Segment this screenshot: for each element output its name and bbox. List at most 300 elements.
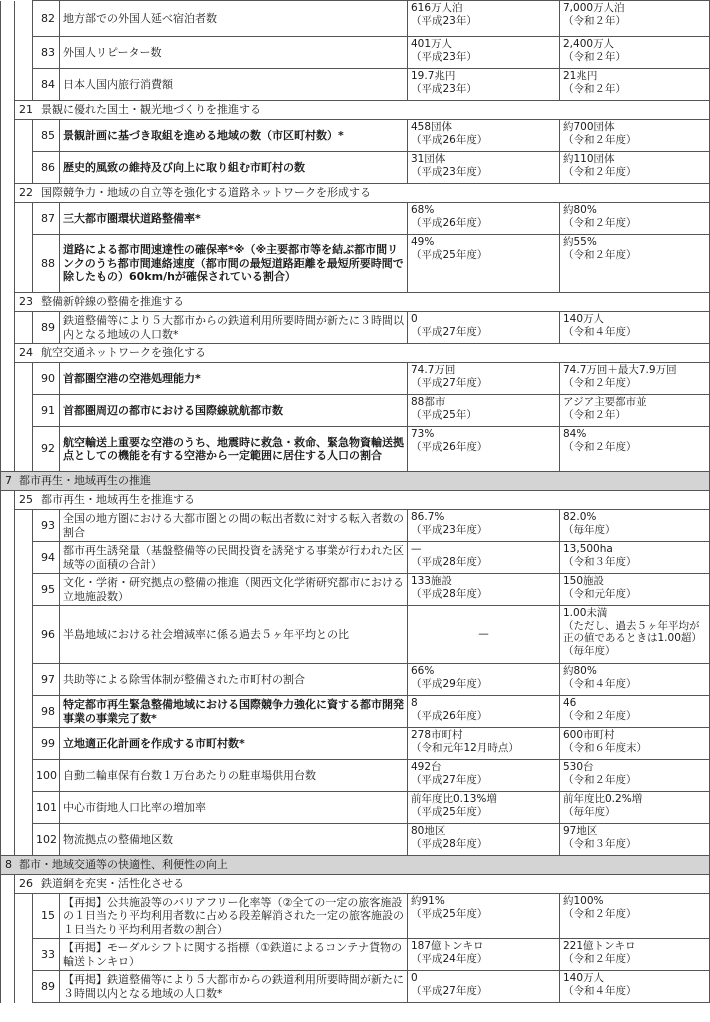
indicator-number: 93 [33,510,60,542]
target-value [560,664,710,696]
indicator-number: 15 [33,894,60,939]
indent-cell [1,101,15,120]
baseline-value [408,760,560,792]
baseline-value-line: （平成28年度） [411,837,488,850]
indicator-row [1,203,710,235]
target-value-line: 84% [563,428,587,440]
indent-cell [15,664,33,696]
subsection-row [1,344,710,363]
target-value-line: 600市町村 [563,729,615,741]
indent-cell [15,69,33,101]
subsection-row [1,293,710,312]
baseline-value-line: 19.7兆円 [411,70,456,82]
baseline-value-line: （平成25年度） [411,248,488,261]
target-value-line: 正の値であるときは1.00超） [563,632,702,644]
indent-cell [1,427,15,472]
baseline-value-line: — [411,543,422,555]
indent-cell [1,510,15,542]
baseline-value-line: （平成26年度） [411,440,488,453]
baseline-value-line: （平成26年度） [411,133,488,146]
baseline-value-line: （平成26年度） [411,216,488,229]
indicator-number: 100 [33,760,60,792]
indicator-name: 歴史的風致の維持及び向上に取り組む市町村の数 [60,152,408,184]
target-value-line: （毎年度） [563,805,616,818]
target-value [560,971,710,1003]
indicator-name: 自動二輪車保有台数１万台あたりの駐車場供用台数 [60,760,408,792]
indent-cell [1,792,15,824]
target-value-line: （令和２年度） [563,376,637,389]
target-value-line: （令和２年） [563,50,626,63]
target-value-line: 46 [563,697,577,709]
baseline-value-line: 133施設 [411,575,453,587]
subsection-heading [15,184,710,203]
baseline-value [408,510,560,542]
target-value-line: （令和６年度末） [563,741,647,754]
section-title: 都市再生・地域再生の推進 [19,474,151,488]
target-value-line: （令和２年度） [563,216,637,229]
indicator-number: 91 [33,395,60,427]
baseline-value [408,203,560,235]
baseline-value-line: （平成27年度） [411,376,488,389]
target-value-line: 530台 [563,761,594,773]
target-value [560,312,710,344]
baseline-value-line: （平成27年度） [411,325,488,338]
indent-cell [15,363,33,395]
subsection-heading [15,491,710,510]
subsection-title: 景観に優れた国土・観光地づくりを推進する [41,103,261,117]
subsection-row [1,491,710,510]
baseline-value-line: （平成24年度） [411,952,488,965]
indicator-row [1,971,710,1003]
indicator-name: 中心市街地人口比率の増加率 [60,792,408,824]
baseline-value [408,37,560,69]
indicator-row [1,664,710,696]
target-value [560,69,710,101]
target-value [560,120,710,152]
target-value-line: （令和２年度） [563,133,637,146]
indent-cell [15,606,33,664]
indicator-row [1,894,710,939]
indicator-number: 33 [33,939,60,971]
indicator-row [1,312,710,344]
target-value-line: 7,000万人泊 [563,2,625,14]
indent-cell [1,971,15,1003]
subsection-title: 国際競争力・地域の自立等を強化する道路ネットワークを形成する [41,186,371,200]
target-value-line: （毎年度） [563,523,616,536]
subsection-number: 23 [19,295,33,309]
target-value-line: 74.7万回＋最大7.9万回 [563,364,677,376]
target-value-line: 150施設 [563,575,605,587]
indent-cell [1,728,15,760]
indicator-number: 102 [33,824,60,856]
target-value [560,37,710,69]
indicator-name: 地方部での外国人延べ宿泊者数 [60,1,408,37]
baseline-value [408,824,560,856]
indent-cell [1,312,15,344]
target-value [560,792,710,824]
indent-cell [15,824,33,856]
target-value [560,152,710,184]
target-value-line: 140万人 [563,972,605,984]
baseline-value [408,152,560,184]
indent-cell [1,69,15,101]
target-value-line: （令和２年） [563,14,626,27]
baseline-value-line: （平成27年度） [411,773,488,786]
section-row [1,472,710,491]
baseline-value-line: 74.7万回 [411,364,456,376]
indicator-name: 【再掲】モーダルシフトに関する指標（①鉄道によるコンテナ貨物の輸送トンキロ） [60,939,408,971]
baseline-value-line: 401万人 [411,38,453,50]
subsection-row [1,875,710,894]
baseline-value-line: 31団体 [411,153,446,165]
target-value-line: 約80% [563,665,597,677]
baseline-value-line: （平成25年度） [411,907,488,920]
indicator-name: 【再掲】公共施設等のバリアフリー化率等（②全ての一定の旅客施設の１日当たり平均利用者数に占める段差解消された一定の旅客施設の１日当たり平均利用者数の割合） [60,894,408,939]
baseline-value-line: 0 [411,972,418,984]
indent-cell [15,427,33,472]
indicator-row [1,120,710,152]
baseline-value-line: （平成27年度） [411,984,488,997]
target-value-line: 約700団体 [563,121,615,133]
indicator-name: 半島地域における社会増減率に係る過去５ヶ年平均との比 [60,606,408,664]
target-value [560,728,710,760]
indicator-row [1,152,710,184]
baseline-value-line: 66% [411,665,435,677]
indent-cell [15,939,33,971]
target-value [560,542,710,574]
indicator-name: 首都圏周辺の都市における国際線就航都市数 [60,395,408,427]
indent-cell [15,696,33,728]
target-value-line: （令和３年度） [563,837,637,850]
indent-cell [15,1,33,37]
indicator-row [1,696,710,728]
indent-cell [1,395,15,427]
target-value-line: 約80% [563,204,597,216]
indicator-name: 特定都市再生緊急整備地域における国際競争力強化に資する都市開発事業の事業完了数* [60,696,408,728]
indicator-name: 景観計画に基づき取組を進める地域の数（市区町村数）* [60,120,408,152]
baseline-value [408,696,560,728]
baseline-value [408,395,560,427]
target-value-line: 約110団体 [563,153,615,165]
baseline-value-line: （平成23年度） [411,523,488,536]
target-value [560,235,710,293]
subsection-title: 鉄道網を充実・活性化させる [41,877,184,891]
baseline-value-line: 458団体 [411,121,453,133]
indicator-number: 89 [33,971,60,1003]
target-value-line: （令和２年度） [563,773,637,786]
baseline-value-line: 73% [411,428,435,440]
baseline-value [408,894,560,939]
indicator-number: 88 [33,235,60,293]
target-value-line: 13,500ha [563,543,613,555]
baseline-value [408,427,560,472]
indent-cell [15,574,33,606]
baseline-value-line: 49% [411,236,435,248]
target-value [560,1,710,37]
subsection-title: 都市再生・地域再生を推進する [41,493,195,507]
target-value-line: （ただし、過去５ヶ年平均が [563,619,700,632]
indicator-name: 共助等による除雪体制が整備された市町村の割合 [60,664,408,696]
baseline-value-line: 0 [411,313,418,325]
indent-cell [15,120,33,152]
indicator-number: 98 [33,696,60,728]
target-value-line: 約100% [563,895,604,907]
baseline-value [408,542,560,574]
baseline-value-line: — [478,628,489,641]
indicator-name: 立地適正化計画を作成する市町村数* [60,728,408,760]
indicator-row [1,510,710,542]
target-value [560,427,710,472]
baseline-value-line: （平成25年度） [411,805,488,818]
indent-cell [1,542,15,574]
target-value-line: 97地区 [563,825,598,837]
indicator-row [1,69,710,101]
indicator-row [1,363,710,395]
indent-cell [15,510,33,542]
baseline-value-line: （令和元年12月時点） [411,741,519,754]
subsection-heading [15,875,710,894]
target-value-line: （令和２年度） [563,709,637,722]
indicator-name: 鉄道整備等により５大都市からの鉄道利用所要時間が新たに３時間以内となる地域の人口数* [60,312,408,344]
target-value-line: （令和４年度） [563,677,637,690]
target-value-line: （令和２年） [563,408,626,421]
indicator-number: 95 [33,574,60,606]
indicator-row [1,395,710,427]
target-value-line: 前年度比0.2%増 [563,793,643,805]
baseline-value [408,235,560,293]
baseline-value-line: （平成25年） [411,408,477,421]
target-value-line: 約55% [563,236,597,248]
baseline-value-line: 616万人泊 [411,2,463,14]
indent-cell [1,152,15,184]
section-number: 7 [5,474,12,488]
baseline-value [408,1,560,37]
indicator-row [1,606,710,664]
indent-cell [1,37,15,69]
indicator-number: 90 [33,363,60,395]
indicator-number: 87 [33,203,60,235]
baseline-value-line: 187億トンキロ [411,940,484,952]
indent-cell [1,664,15,696]
indicator-number: 85 [33,120,60,152]
indicator-row [1,542,710,574]
indicator-row [1,792,710,824]
indicator-number: 92 [33,427,60,472]
indicator-name: 全国の地方圏における大都市圏との間の転出者数に対する転入者数の割合 [60,510,408,542]
indicator-name: 航空輸送上重要な空港のうち、地震時に救急・救命、緊急物資輸送拠点としての機能を有する空港から一定範囲に居住する人口の割合 [60,427,408,472]
baseline-value [408,69,560,101]
indent-cell [15,760,33,792]
indent-cell [15,203,33,235]
target-value-line: （毎年度） [563,644,616,657]
target-value-line: 221億トンキロ [563,940,636,952]
target-value [560,696,710,728]
target-value-line: 21兆円 [563,70,598,82]
indicator-name: 道路による都市間速達性の確保率*※（※主要都市等を結ぶ都市間リンクのうち都市間連絡速度（都市間の最短道路距離を最短所要時間で除したもの）60km/hが確保されている割合） [60,235,408,293]
target-value [560,824,710,856]
section-heading [1,856,710,875]
baseline-value-line: （平成28年度） [411,555,488,568]
indent-cell [15,894,33,939]
baseline-value-line: （平成23年） [411,50,477,63]
baseline-value-line: （平成28年度） [411,587,488,600]
target-value-line: （令和４年度） [563,325,637,338]
indent-cell [1,344,15,363]
indicator-name: 首都圏空港の空港処理能力* [60,363,408,395]
indicator-number: 101 [33,792,60,824]
indicator-row [1,235,710,293]
indicator-row [1,427,710,472]
baseline-value [408,606,560,664]
indicator-row [1,939,710,971]
target-value-line: アジア主要都市並 [563,396,647,408]
baseline-value [408,574,560,606]
target-value [560,510,710,542]
indicator-number: 82 [33,1,60,37]
baseline-value-line: 86.7% [411,511,445,523]
indent-cell [1,606,15,664]
baseline-value-line: 80地区 [411,825,446,837]
indicator-name: 都市再生誘発量（基盤整備等の民間投資を誘発する事業が行われた区域等の面積の合計） [60,542,408,574]
indent-cell [15,728,33,760]
indicator-name: 【再掲】鉄道整備等により５大都市からの鉄道利用所要時間が新たに３時間以内となる地域の人口数* [60,971,408,1003]
target-value [560,894,710,939]
subsection-title: 整備新幹線の整備を推進する [41,295,184,309]
target-value-line: （令和２年度） [563,165,637,178]
target-value-line: （令和２年度） [563,907,637,920]
indicator-row [1,760,710,792]
baseline-value [408,971,560,1003]
indent-cell [1,894,15,939]
baseline-value [408,120,560,152]
target-value-line: （令和２年） [563,82,626,95]
baseline-value-line: （平成29年度） [411,677,488,690]
indicator-number: 94 [33,542,60,574]
subsection-number: 26 [19,877,33,891]
baseline-value-line: 約91% [411,895,445,907]
subsection-number: 25 [19,493,33,507]
indent-cell [15,542,33,574]
indicator-name: 日本人国内旅行消費額 [60,69,408,101]
target-value [560,939,710,971]
baseline-value-line: （平成23年） [411,14,477,27]
baseline-value-line: 278市町村 [411,729,463,741]
indicator-number: 83 [33,37,60,69]
indent-cell [15,37,33,69]
target-value [560,363,710,395]
target-value-line: （令和３年度） [563,555,637,568]
baseline-value [408,363,560,395]
subsection-heading [15,293,710,312]
indicator-number: 89 [33,312,60,344]
baseline-value-line: （平成26年度） [411,709,488,722]
target-value-line: 82.0% [563,511,597,523]
indent-cell [1,696,15,728]
subsection-number: 24 [19,346,33,360]
baseline-value-line: 前年度比0.13%増 [411,793,497,805]
indicator-number: 96 [33,606,60,664]
indicator-name: 三大都市圏環状道路整備率* [60,203,408,235]
indent-cell [1,1,15,37]
subsection-number: 22 [19,186,33,200]
baseline-value-line: （平成23年度） [411,165,488,178]
indent-cell [1,939,15,971]
section-title: 都市・地域交通等の快適性、利便性の向上 [19,858,228,872]
indent-cell [1,120,15,152]
target-value-line: （令和２年度） [563,952,637,965]
indent-cell [15,395,33,427]
indent-cell [15,152,33,184]
indicator-name: 文化・学術・研究拠点の整備の推進（関西文化学術研究都市における立地施設数） [60,574,408,606]
subsection-title: 航空交通ネットワークを強化する [41,346,206,360]
baseline-value [408,792,560,824]
indicator-row [1,574,710,606]
subsection-row [1,101,710,120]
indicator-number: 99 [33,728,60,760]
indent-cell [15,971,33,1003]
section-row [1,856,710,875]
target-value-line: （令和２年度） [563,248,637,261]
indent-cell [1,235,15,293]
target-value [560,760,710,792]
baseline-value [408,939,560,971]
indicator-row [1,37,710,69]
indent-cell [1,491,15,510]
target-value [560,574,710,606]
indicator-table-body [1,1,710,1003]
indent-cell [1,574,15,606]
target-value-line: 2,400万人 [563,38,615,50]
baseline-value [408,728,560,760]
subsection-number: 21 [19,103,33,117]
target-value [560,606,710,664]
indent-cell [1,875,15,894]
indent-cell [1,203,15,235]
subsection-row [1,184,710,203]
indicator-row [1,728,710,760]
target-value-line: 140万人 [563,313,605,325]
indicator-row [1,824,710,856]
target-value-line: （令和２年度） [563,440,637,453]
target-value [560,203,710,235]
baseline-value-line: 88都市 [411,396,446,408]
target-value-line: 1.00未満 [563,607,608,619]
section-number: 8 [5,858,12,872]
indicator-number: 86 [33,152,60,184]
indicator-name: 外国人リピーター数 [60,37,408,69]
baseline-value-line: 492台 [411,761,442,773]
indent-cell [15,235,33,293]
indent-cell [1,184,15,203]
subsection-heading [15,344,710,363]
baseline-value [408,312,560,344]
indicator-number: 84 [33,69,60,101]
indicator-name: 物流拠点の整備地区数 [60,824,408,856]
section-heading [1,472,710,491]
indent-cell [1,824,15,856]
indicator-number: 97 [33,664,60,696]
indent-cell [15,792,33,824]
target-value [560,395,710,427]
baseline-value-line: 68% [411,204,435,216]
indent-cell [1,760,15,792]
indent-cell [15,312,33,344]
target-value-line: （令和元年度） [563,587,637,600]
baseline-value [408,664,560,696]
indicator-row [1,1,710,37]
baseline-value-line: （平成23年） [411,82,477,95]
subsection-heading [15,101,710,120]
